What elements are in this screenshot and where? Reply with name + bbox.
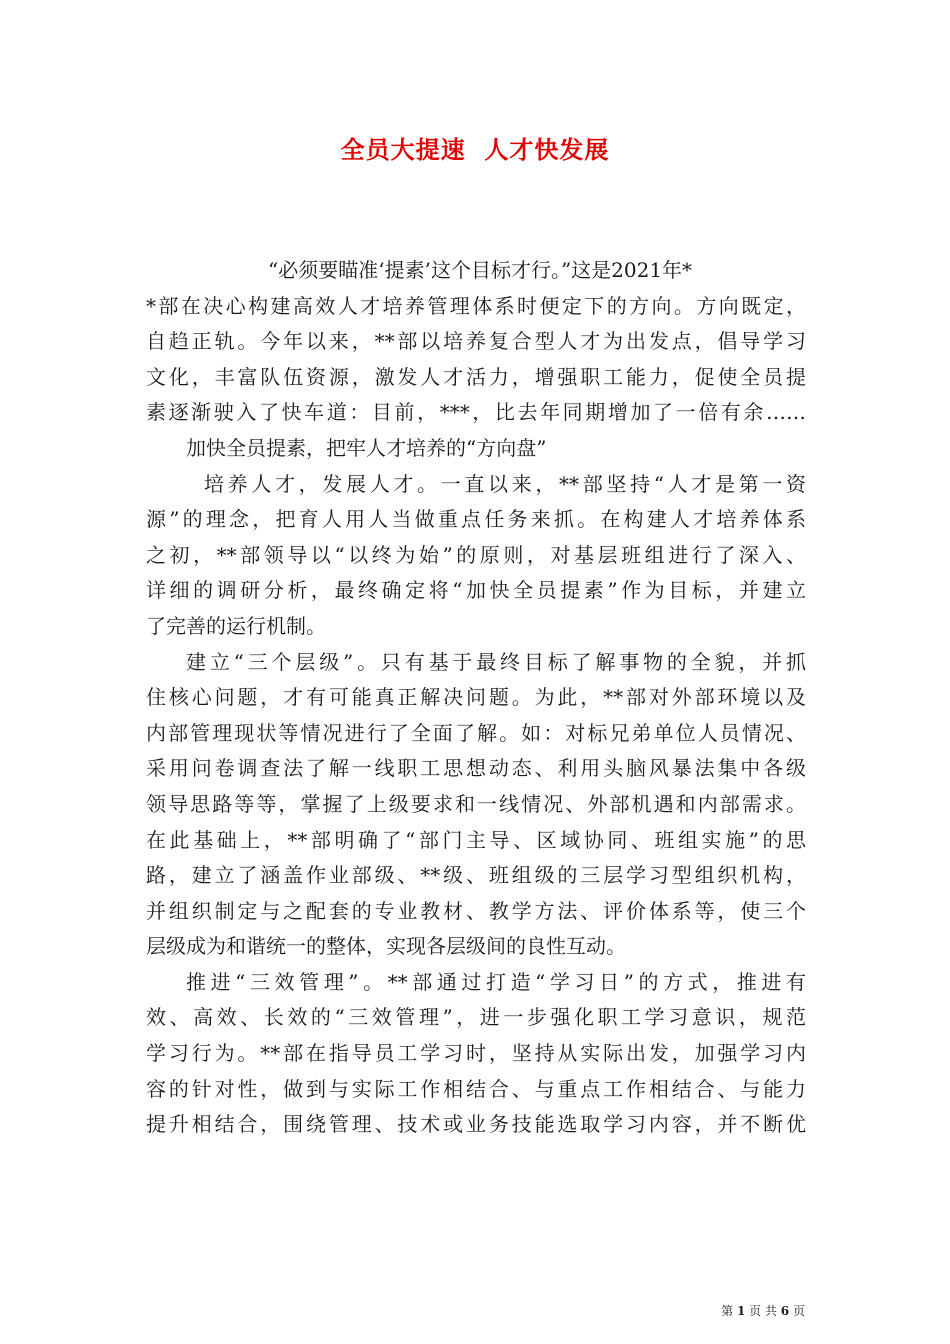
body-line: 自趋正轨。今年以来，**部以培养复合型人才为出发点，倡导学习: [146, 329, 806, 354]
footer-suffix: 页: [792, 1304, 805, 1318]
body-line: *部在决心构建高效人才培养管理体系时便定下的方向。方向既定，: [146, 293, 806, 318]
document-title: 全员大提速 人才快发展: [340, 136, 610, 164]
total-pages-number: 6: [780, 1304, 790, 1318]
body-line: 推进“三效管理”。**部通过打造“学习日”的方式，推进有: [186, 969, 806, 994]
body-line: 效、高效、长效的“三效管理”，进一步强化职工学习意识，规范: [146, 1005, 806, 1030]
section-heading: 加快全员提素，把牢人才培养的“方向盘”: [186, 435, 547, 460]
body-line: 学习行为。**部在指导员工学习时，坚持从实际出发，加强学习内: [146, 1041, 806, 1066]
footer-middle: 页 共: [749, 1304, 777, 1318]
body-line: 详细的调研分析，最终确定将“加快全员提素”作为目标，并建立: [146, 578, 806, 603]
current-page-number: 1: [736, 1304, 746, 1318]
footer-prefix: 第: [721, 1304, 734, 1318]
body-line: 之初，**部领导以“以终为始”的原则，对基层班组进行了深入、: [146, 542, 806, 567]
body-line: 并组织制定与之配套的专业教材、教学方法、评价体系等，使三个: [146, 898, 806, 923]
body-line: 源”的理念，把育人用人当做重点任务来抓。在构建人才培养体系: [146, 507, 806, 532]
body-line: 路，建立了涵盖作业部级、**级、班组级的三层学习型组织机构，: [146, 863, 806, 888]
body-line: 文化，丰富队伍资源，激发人才活力，增强职工能力，促使全员提: [146, 364, 806, 389]
page-footer: [721, 1302, 805, 1319]
body-line: 素逐渐驶入了快车道：目前，***，比去年同期增加了一倍有余……: [146, 400, 806, 425]
body-line: 建立“三个层级”。只有基于最终目标了解事物的全貌，并抓: [186, 649, 806, 674]
body-line: 提升相结合，围绕管理、技术或业务技能选取学习内容，并不断优: [146, 1112, 806, 1137]
body-line: 培养人才，发展人才。一直以来，**部坚持“人才是第一资: [204, 471, 806, 496]
body-line: 了完善的运行机制。: [146, 613, 326, 638]
body-line: 内部管理现状等情况进行了全面了解。如：对标兄弟单位人员情况、: [146, 720, 806, 745]
document-body: [146, 253, 806, 1143]
body-line: 领导思路等等，掌握了上级要求和一线情况、外部机遇和内部需求。: [146, 791, 806, 816]
body-line: 住核心问题，才有可能真正解决问题。为此，**部对外部环境以及: [146, 685, 806, 710]
body-line: 层级成为和谐统一的整体，实现各层级间的良性互动。: [146, 934, 626, 959]
body-line: 容的针对性，做到与实际工作相结合、与重点工作相结合、与能力: [146, 1076, 806, 1101]
body-line: 采用问卷调查法了解一线职工思想动态、利用头脑风暴法集中各级: [146, 756, 806, 781]
body-line: “必须要瞄准‘提素’这个目标才行。”这是2021年*: [268, 258, 693, 282]
body-line: 在此基础上，**部明确了“部门主导、区域协同、班组实施”的思: [146, 827, 806, 852]
